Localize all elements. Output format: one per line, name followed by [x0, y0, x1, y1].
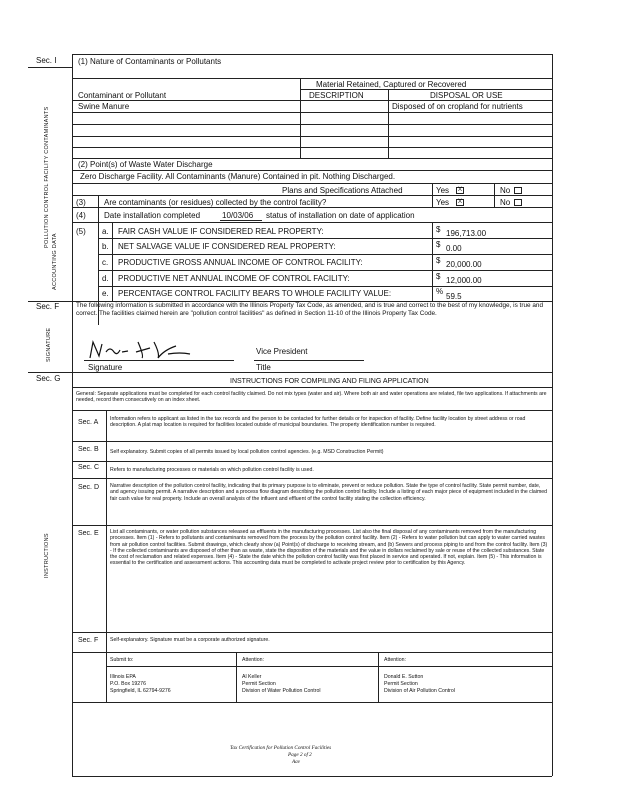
footer-page: Page 2 of 2 — [288, 752, 312, 758]
q4-text-a: Date installation completed — [104, 211, 201, 220]
plans-no-checkbox[interactable] — [514, 187, 522, 194]
item-a-value: 196,713.00 — [446, 229, 487, 238]
divider — [72, 183, 552, 184]
divider — [72, 478, 552, 479]
q3-no-checkbox[interactable] — [514, 199, 522, 206]
q3-text: Are contaminants (or residues) collected by the control facility? — [104, 198, 327, 207]
attention-air-label: Attention: — [384, 657, 406, 663]
item2-value: Zero Discharge Facility. All Contaminants (Manure) Contained in pit. Nothing Discharged. — [80, 172, 396, 181]
q3-number: (3) — [76, 198, 86, 207]
secB-text: Self explanatory. Submit copies of all permits issued by local pollution control agencies. (e.g. MSD Construction Permit) — [110, 449, 384, 455]
col-description-header: DESCRIPTION — [309, 91, 364, 100]
row1-contaminant: Swine Manure — [78, 102, 130, 111]
signature-label: Signature — [88, 363, 123, 372]
secA-text: Information refers to applicant as listed in the tax records and the person to be contacted for further details or for inspection of facility. Define facility location by street address or road description. A plat map location is required for facilities located outside of municipal boundaries. The property identification number is required. — [110, 416, 526, 429]
accounting-side-label: ACCOUNTING DATA — [52, 233, 58, 290]
item-b-label: NET SALVAGE VALUE IF CONSIDERED REAL PROPERTY: — [118, 242, 336, 251]
q3-yes-checkbox[interactable]: X — [457, 199, 462, 205]
item-d-label: PRODUCTIVE NET ANNUAL INCOME OF CONTROL FACILITY: — [118, 274, 350, 283]
secF-statement: The following information is submitted in accordance with the Illinois Property Tax Code, as amended, and is true and correct to the best of my knowledge, is true and correct. The facilities claimed herein are "pollution control facilities" as defined in Section 11-10 of the Illinois Property Tax Code. — [76, 302, 543, 317]
divider — [72, 441, 552, 442]
divider — [72, 147, 552, 148]
divider — [300, 89, 552, 90]
footer-code: Aav — [292, 759, 301, 765]
divider — [432, 222, 433, 302]
divider — [72, 100, 552, 101]
sec1-label: Sec. I — [36, 56, 57, 65]
plans-yes-checkbox[interactable]: X — [457, 187, 462, 193]
divider — [106, 666, 552, 667]
item-b-value: 0.00 — [446, 244, 462, 253]
divider — [72, 136, 552, 137]
divider — [72, 387, 552, 388]
frame-top-line — [72, 54, 552, 55]
secF-side-label: SIGNATURE — [46, 327, 52, 362]
secG-side-label: INSTRUCTIONS — [44, 533, 50, 578]
secG-general: General: Separate applications must be completed for each control facility claimed. Do not mix types (water and air). Where both air and water operations are related, file two applications. If attachments are needed, record them consecutively on an index sheet. — [76, 391, 547, 404]
divider — [72, 652, 552, 653]
item-d-letter: d. — [102, 274, 109, 283]
frame-left-line — [72, 54, 73, 381]
divider — [72, 170, 552, 171]
item-b-letter: b. — [102, 242, 109, 251]
plans-yes-label: Yes — [436, 186, 450, 195]
submit-to-label: Submit to: — [110, 657, 134, 663]
contact-water-3: Division of Water Pollution Control — [242, 688, 321, 694]
item-c-value: 20,000.00 — [446, 260, 482, 269]
addr-line-3: Springfield, IL 62794-9276 — [110, 688, 171, 694]
secC-label: Sec. C — [78, 464, 100, 471]
divider — [72, 78, 552, 79]
item-c-letter: c. — [102, 258, 109, 267]
contact-air-1: Donald E. Sutton — [384, 674, 424, 680]
col-disposal-header: DISPOSAL OR USE — [430, 91, 503, 100]
divider — [98, 238, 552, 239]
divider — [72, 112, 552, 113]
divider — [28, 372, 552, 373]
plans-no-label: No — [500, 186, 511, 195]
divider — [98, 286, 552, 287]
contact-water-2: Permit Section — [242, 681, 276, 687]
secE-text: List all contaminants, or water pollution substances released as effluents in the manufacturing processes. List also the final disposal of any contaminants removed from the manufacturing processes. Item (1) - Refers to pollutants and contaminants removed from the process by the pollution control facility. Item (2) - Refers to water pollution but can apply to water carried wastes from air pollution control facilities. Submit drawings, which clearly show (a) Point(s) of discharge to receiving stream, and (b) Sewers and process piping to and from the control facility. Item (3) - If the collected contaminants are disposed of other than as waste, state the disposition of the materials and the value in dollars reclaimed by sale or reuse of the collected substances. State the cost of reclamation and related expenses. Item (4) - State the date which the pollution control facility was first placed in service and operated. If not, explain. Item (5) - This information is essential to the certification and assessment actions. This accounting data must be completed to activate project review prior to certification by this Agency. — [110, 529, 548, 567]
title-label: Title — [256, 363, 271, 372]
secF-instr-text: Self-explanatory. Signature must be a corporate authorized signature. — [110, 637, 270, 643]
contact-air-2: Permit Section — [384, 681, 418, 687]
sec1-label-underline — [28, 67, 72, 68]
divider — [72, 158, 552, 159]
item-e-symbol: % — [436, 287, 444, 296]
q4-date: 10/03/06 — [222, 211, 254, 220]
divider — [98, 270, 552, 271]
q4-number: (4) — [76, 211, 86, 220]
secD-text: Narrative description of the pollution control facility, indicating that its primary purpose is to eliminate, prevent or reduce pollution. State the type of control facility. State permit number, date, and agency issuing permit. A narrative description and a process flow diagram describing the pollution control facility. Include a listing of each major piece of equipment included in the claimed fair cash value for real property. Include an overall analysis of the influent and effluent of the control facility stating the collection efficiency. — [110, 483, 548, 502]
divider — [106, 652, 107, 702]
divider — [112, 222, 113, 302]
item-d-value: 12,000.00 — [446, 276, 482, 285]
item-a-label: FAIR CASH VALUE IF CONSIDERED REAL PROPERTY: — [118, 227, 324, 236]
footer-title: Tax Certification for Pollution Control Facilities — [230, 745, 332, 751]
divider — [72, 776, 552, 777]
divider — [84, 360, 234, 361]
divider — [72, 461, 552, 462]
divider — [98, 254, 552, 255]
sec1-side-label: POLLUTION CONTROL FACILITY CONTAMINANTS — [44, 106, 50, 248]
divider — [72, 372, 73, 776]
frame-right-line — [552, 54, 553, 776]
plans-label: Plans and Specifications Attached — [282, 186, 403, 195]
divider — [72, 222, 552, 223]
secG-label: Sec. G — [36, 374, 61, 383]
secD-label: Sec. D — [78, 484, 100, 491]
divider — [72, 525, 552, 526]
attention-water-label: Attention: — [242, 657, 264, 663]
secA-label: Sec. A — [78, 419, 99, 426]
secB-label: Sec. B — [78, 446, 99, 453]
addr-line-1: Illinois EPA — [110, 674, 136, 680]
secG-heading: INSTRUCTIONS FOR COMPILING AND FILING APPLICATION — [230, 378, 429, 385]
q3-no-label: No — [500, 198, 511, 207]
secC-text: Refers to manufacturing processes or materials on which pollution control facility is used. — [110, 467, 314, 473]
divider — [72, 124, 552, 125]
divider — [220, 220, 262, 221]
divider — [300, 78, 301, 158]
material-header: Material Retained, Captured or Recovered — [316, 80, 467, 89]
col-contaminant-header: Contaminant or Pollutant — [78, 91, 167, 100]
q3-yes-label: Yes — [436, 198, 450, 207]
title-value: Vice President — [256, 347, 308, 356]
divider — [254, 360, 364, 361]
contact-water-1: Al Keller — [242, 674, 262, 680]
item-e-label: PERCENTAGE CONTROL FACILITY BEARS TO WHOLE FACILITY VALUE: — [118, 289, 392, 298]
item-c-symbol: $ — [436, 256, 441, 265]
divider — [236, 652, 237, 702]
q5-number: (5) — [76, 227, 86, 236]
item2-title: (2) Point(s) of Waste Water Discharge — [78, 160, 213, 169]
secF-instr-label: Sec. F — [78, 637, 99, 644]
item-a-symbol: $ — [436, 225, 441, 234]
q4-text-b: status of installation on date of application — [266, 211, 415, 220]
divider — [72, 410, 552, 411]
item-e-value: 59.5 — [446, 292, 462, 301]
divider — [72, 632, 552, 633]
divider — [72, 207, 552, 208]
addr-line-2: P.O. Box 19276 — [110, 681, 146, 687]
item-b-symbol: $ — [436, 240, 441, 249]
secF-label: Sec. F — [36, 302, 60, 311]
divider — [106, 410, 107, 652]
item-e-letter: e. — [102, 289, 109, 298]
row1-disposal: Disposed of on cropland for nutrients — [392, 102, 523, 111]
item-d-symbol: $ — [436, 272, 441, 281]
secE-label: Sec. E — [78, 530, 99, 537]
divider — [72, 702, 552, 703]
item1-title: (1) Nature of Contaminants or Pollutants — [78, 57, 222, 66]
contact-air-3: Division of Air Pollution Control — [384, 688, 455, 694]
divider — [72, 195, 552, 196]
divider — [378, 652, 379, 702]
item-c-label: PRODUCTIVE GROSS ANNUAL INCOME OF CONTROL FACILITY: — [118, 258, 363, 267]
item-a-letter: a. — [102, 227, 109, 236]
